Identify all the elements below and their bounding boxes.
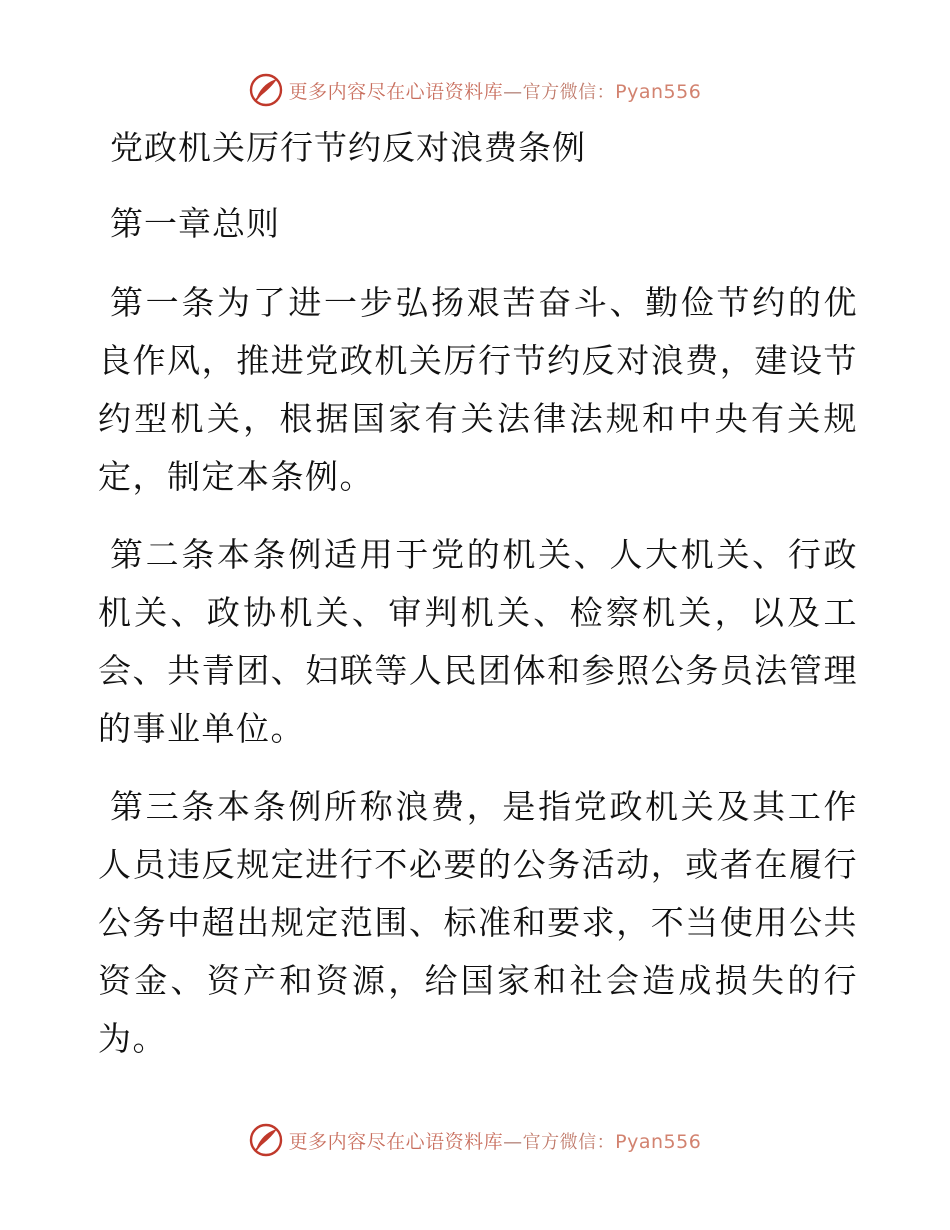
article-3: 第三条本条例所称浪费，是指党政机关及其工作人员违反规定进行不必要的公务活动，或者在履行公务中超出规定范围、标准和要求，不当使用公共资金、资产和资源，给国家和社会造成损失的行为。	[98, 787, 858, 1058]
watermark-main: 更多内容尽在心语资料库	[288, 80, 504, 103]
article-2: 第二条本条例适用于党的机关、人大机关、行政机关、政协机关、审判机关、检察机关，以及工会、共青团、妇联等人民团体和参照公务员法管理的事业单位。	[98, 535, 858, 748]
watermark-sub: 官方微信：	[522, 81, 616, 103]
footer-watermark	[0, 1120, 950, 1160]
quill-logo-icon	[249, 73, 283, 107]
watermark-dash: —	[503, 80, 523, 103]
quill-logo-icon	[249, 1123, 283, 1157]
chapter-heading: 第一章总则	[110, 204, 280, 243]
article-1: 第一条为了进一步弘扬艰苦奋斗、勤俭节约的优良作风，推进党政机关厉行节约反对浪费，建设节约型机关，根据国家有关法律法规和中央有关规定，制定本条例。	[98, 283, 858, 496]
watermark-sub: 官方微信：	[522, 1131, 616, 1153]
header-watermark	[0, 70, 950, 110]
watermark-main: 更多内容尽在心语资料库	[288, 1130, 504, 1153]
watermark-text	[289, 1127, 702, 1154]
watermark-id: Pyan556	[615, 80, 702, 103]
watermark-dash: —	[503, 1130, 523, 1153]
document-body	[98, 122, 858, 1088]
watermark-id: Pyan556	[615, 1130, 702, 1153]
watermark-group	[249, 73, 702, 107]
watermark-text	[289, 77, 702, 104]
watermark-group	[249, 1123, 702, 1157]
document-title: 党政机关厉行节约反对浪费条例	[110, 128, 586, 167]
